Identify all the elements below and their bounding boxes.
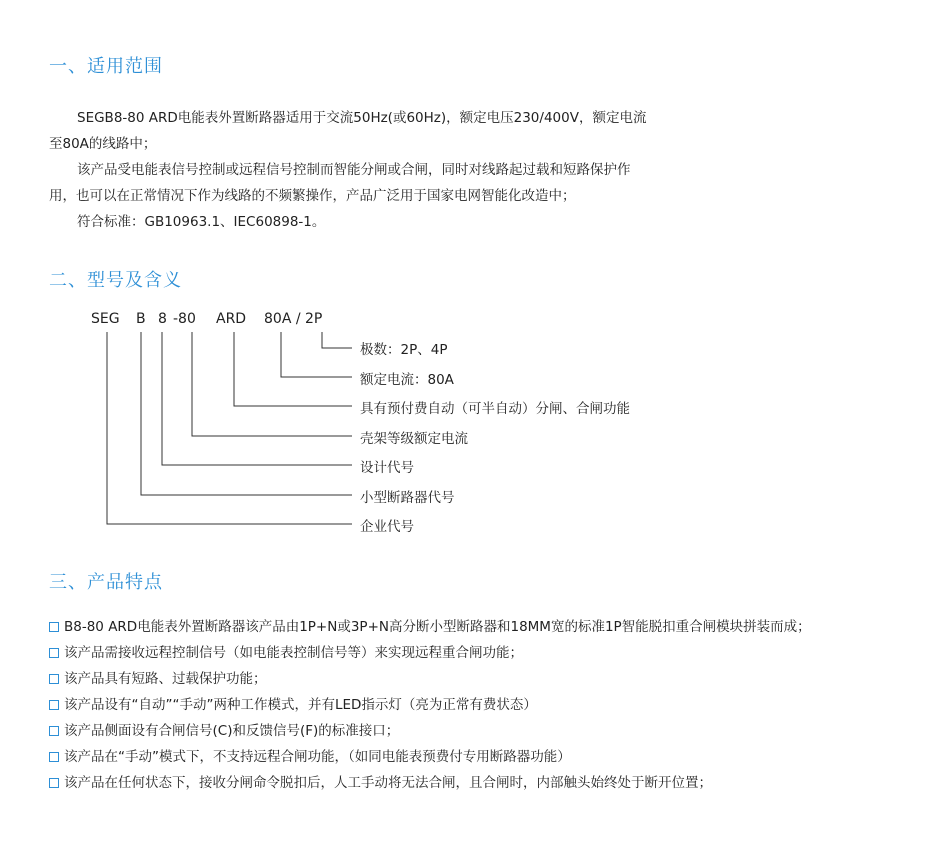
checkbox-icon <box>49 648 59 658</box>
feature-text: B8-80 ARD电能表外置断路器该产品由1P+N或3P+N高分断小型断路器和18MM宽的标准1P智能脱扣重合闸模块拼装而成； <box>64 619 811 635</box>
list-item <box>49 744 811 770</box>
scope-para-1-line-2: 至80A的线路中； <box>49 136 157 152</box>
scope-para-2-line-1: 该产品受电能表信号控制或远程信号控制而智能分闸或合闸，同时对线路起过载和短路保护作 <box>77 162 631 178</box>
checkbox-icon <box>49 778 59 788</box>
label-company-code: 企业代号 <box>360 519 414 535</box>
scope-para-1-line-1: SEGB8-80 ARD电能表外置断路器适用于交流50Hz(或60Hz)，额定电压230/400V，额定电流 <box>77 110 647 126</box>
code-80: -80 <box>173 311 196 327</box>
list-item <box>49 692 811 718</box>
code-ard: ARD <box>216 311 247 327</box>
feature-text: 该产品具有短路、过载保护功能； <box>64 671 267 687</box>
checkbox-icon <box>49 674 59 684</box>
feature-text: 该产品设有“自动”“手动”两种工作模式，并有LED指示灯（亮为正常有费状态） <box>64 697 537 713</box>
list-item <box>49 614 811 640</box>
feature-list <box>49 614 811 796</box>
feature-text: 该产品需接收远程控制信号（如电能表控制信号等）来实现远程重合闸功能； <box>64 645 523 661</box>
code-seg: SEG <box>91 311 120 327</box>
code-b: B <box>136 311 146 327</box>
scope-para-2-line-2: 用，也可以在正常情况下作为线路的不频繁操作，产品广泛用于国家电网智能化改造中； <box>49 188 576 204</box>
code-8: 8 <box>158 311 167 327</box>
scope-para-3: 符合标准：GB10963.1、IEC60898-1。 <box>77 214 326 230</box>
feature-text: 该产品在“手动”模式下，不支持远程合闸功能，（如同电能表预费付专用断路器功能） <box>64 749 571 765</box>
leader-poles <box>322 332 352 348</box>
leader-prepaid <box>234 332 352 406</box>
checkbox-icon <box>49 622 59 632</box>
list-item <box>49 666 811 692</box>
section-title-model: 二、型号及含义 <box>49 270 182 291</box>
checkbox-icon <box>49 752 59 762</box>
checkbox-icon <box>49 726 59 736</box>
label-poles: 极数：2P、4P <box>360 342 448 358</box>
label-design-code: 设计代号 <box>360 460 414 476</box>
leader-rated-current <box>281 332 352 377</box>
code-80a-2p: 80A / 2P <box>264 311 323 327</box>
leader-design <box>162 332 352 465</box>
label-mcb-code: 小型断路器代号 <box>360 490 455 506</box>
checkbox-icon <box>49 700 59 710</box>
label-frame-current: 壳架等级额定电流 <box>360 431 468 447</box>
list-item <box>49 718 811 744</box>
label-rated-current: 额定电流：80A <box>360 372 454 388</box>
section-title-scope: 一、适用范围 <box>49 56 163 77</box>
section-title-features: 三、产品特点 <box>49 572 163 593</box>
feature-text: 该产品侧面设有合闸信号(C)和反馈信号(F)的标准接口； <box>64 723 400 739</box>
leader-mcb <box>141 332 352 495</box>
label-prepaid-function: 具有预付费自动（可半自动）分闸、合闸功能 <box>360 401 630 417</box>
list-item <box>49 640 811 666</box>
list-item <box>49 770 811 796</box>
feature-text: 该产品在任何状态下，接收分闸命令脱扣后，人工手动将无法合闸，且合闸时，内部触头始终处于断开位置； <box>64 775 712 791</box>
